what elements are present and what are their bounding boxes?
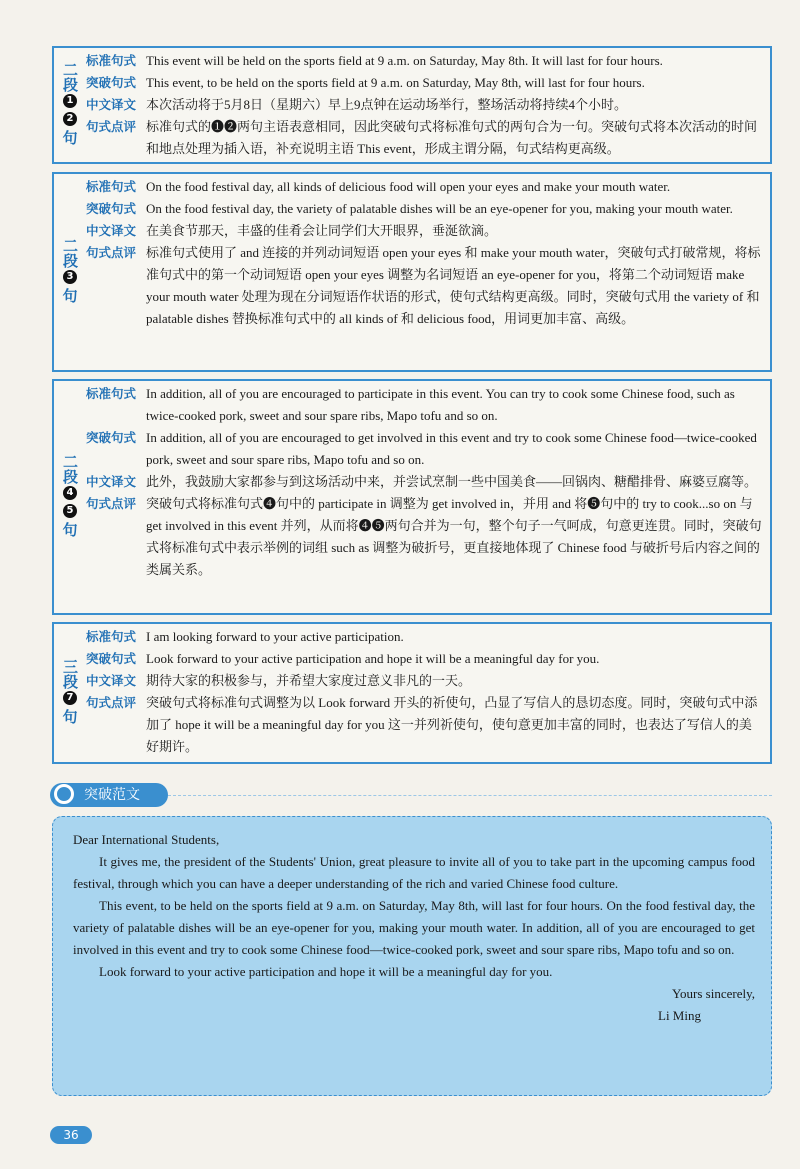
marker-num: 4 xyxy=(63,486,77,500)
row-text: This event will be held on the sports field at 9 a.m. on Saturday, May 8th. It will last for four hours. xyxy=(146,53,663,68)
row-text: On the food festival day, all kinds of delicious food will open your eyes and make your mouth water. xyxy=(146,179,671,194)
essay-paragraph-1: It gives me, the president of the Students' Union, great pleasure to invite all of you to take part in the upcoming campus food festival, through which you can have a deeper understanding of the rich and varied Chinese food culture. xyxy=(73,854,755,891)
row-translation xyxy=(54,471,764,493)
row-text: On the food festival day, the variety of palatable dishes will be an eye-opener for you, making your mouth water. xyxy=(146,201,733,216)
row-comment xyxy=(54,116,764,160)
tag-label: 句式点评 xyxy=(86,119,137,134)
magnifier-icon xyxy=(54,784,74,804)
tag-label: 突破句式 xyxy=(86,201,137,216)
row-text: In addition, all of you are encouraged to get involved in this event and try to cook some Chinese food—twice-cooked pork, sweet and sour spare ribs, Mapo tofu and so on. xyxy=(146,430,757,467)
row-text: 本次活动将于5月8日（星期六）早上9点钟在运动场举行，整场活动将持续4个小时。 xyxy=(146,97,628,112)
tag-label: 句式点评 xyxy=(86,245,137,260)
row-standard xyxy=(54,383,764,427)
marker-post: 句 xyxy=(62,287,78,305)
tag-label: 突破句式 xyxy=(86,651,137,666)
row-text: 在美食节那天，丰盛的佳肴会让同学们大开眼界，垂涎欲滴。 xyxy=(146,223,498,238)
model-essay xyxy=(52,816,772,1096)
row-text: 标准句式使用了 and 连接的并列动词短语 open your eyes 和 make your mouth water，突破句式打破常规，将标准句式中的第一个动词短语 open your eyes 调整为名词短语 an eye-opener for you，将第二个动词短语 make your mouth water 处理为现在分词短语作状语的形式，使句式结构更高级。同时，突破句式用 the variety of 和 palatable dishes 替换标准句式中的 all kinds of 和 delicious food，用词更加丰富、高级。 xyxy=(146,245,761,326)
tag-label: 标准句式 xyxy=(86,179,137,194)
row-standard xyxy=(54,50,764,72)
tag-label: 中文译文 xyxy=(86,474,137,489)
row-translation xyxy=(54,220,764,242)
row-comment xyxy=(54,242,764,330)
row-text: 突破句式将标准句式调整为以 Look forward 开头的祈使句，凸显了写信人的恳切态度。同时，突破句式中添加了 hope it will be a meaningful day for you 这一并列祈使句，使句意更加丰富的同时，也表达了写信人的美好期许。 xyxy=(146,695,758,754)
tag-label: 中文译文 xyxy=(86,97,137,112)
row-text: In addition, all of you are encouraged to participate in this event. You can try to cook some Chinese food, such as twice-cooked pork, sweet and sour spare ribs, Mapo tofu and so on. xyxy=(146,386,735,423)
essay-greeting: Dear International Students, xyxy=(73,832,220,847)
page-number: 36 xyxy=(50,1126,92,1144)
row-breakthrough xyxy=(54,198,764,220)
analysis-box-3 xyxy=(52,379,772,615)
row-text: This event, to be held on the sports field at 9 a.m. on Saturday, May 8th, will last for four hours. xyxy=(146,75,645,90)
divider xyxy=(168,795,772,796)
section-title: 突破范文 xyxy=(84,787,140,803)
row-standard xyxy=(54,176,764,198)
tag-label: 中文译文 xyxy=(86,673,137,688)
marker-pre: 二段 xyxy=(61,454,79,484)
tag-label: 中文译文 xyxy=(86,223,137,238)
row-text: 突破句式将标准句式❹句中的 participate in 调整为 get involved in，并用 and 将❺句中的 try to cook...so on 与 get involved in this event 并列，从而将❹❺两句合并为一句，整个句子一气呵成，句意更连贯。同时，突破句式将标准句式中表示举例的词组 such as 调整为破折号，更直接地体现了 Chinese food 与破折号后内容之间的类属关系。 xyxy=(146,496,762,577)
row-comment xyxy=(54,493,764,581)
row-breakthrough xyxy=(54,427,764,471)
marker-pre: 二段 xyxy=(61,238,79,268)
tag-label: 标准句式 xyxy=(86,386,137,401)
essay-closing: Yours sincerely, xyxy=(671,986,755,1001)
row-translation xyxy=(54,94,764,116)
marker-num: 7 xyxy=(63,691,77,705)
tag-label: 标准句式 xyxy=(86,629,137,644)
marker-post: 句 xyxy=(62,708,78,726)
row-text: 此外，我鼓励大家都参与到这场活动中来，并尝试烹制一些中国美食——回锅肉、糖醋排骨、麻婆豆腐等。 xyxy=(146,474,758,489)
marker-num: 1 xyxy=(63,94,77,108)
marker-num: 3 xyxy=(63,270,77,284)
marker-post: 句 xyxy=(62,521,78,539)
tag-label: 突破句式 xyxy=(86,75,137,90)
row-breakthrough xyxy=(54,648,764,670)
row-text: 期待大家的积极参与，并希望大家度过意义非凡的一天。 xyxy=(146,673,472,688)
row-text: Look forward to your active participation and hope it will be a meaningful day for you. xyxy=(146,651,600,666)
essay-paragraph-2: This event, to be held on the sports field at 9 a.m. on Saturday, May 8th, will last for four hours. On the food festival day, the variety of palatable dishes will be an eye-opener for you, making your mouth water. In addition, all of you are encouraged to get involved in this event and try to cook some Chinese food—twice-cooked pork, sweet and sour spare ribs, Mapo tofu and so on. xyxy=(73,898,755,957)
marker-pre: 三段 xyxy=(61,659,79,689)
row-text: I am looking forward to your active participation. xyxy=(146,629,404,644)
row-breakthrough xyxy=(54,72,764,94)
marker-post: 句 xyxy=(62,129,78,147)
row-text: 标准句式的❶❷两句主语表意相同，因此突破句式将标准句式的两句合为一句。突破句式将本次活动的时间和地点处理为插入语，补充说明主语 This event，形成主谓分隔，句式结构更高级。 xyxy=(146,119,758,156)
essay-paragraph-3: Look forward to your active participation and hope it will be a meaningful day for you. xyxy=(99,964,553,979)
marker-pre: 二段 xyxy=(61,62,79,92)
marker-num: 2 xyxy=(63,112,77,126)
row-standard xyxy=(54,626,764,648)
row-comment xyxy=(54,692,764,758)
tag-label: 句式点评 xyxy=(86,496,137,511)
row-translation xyxy=(54,670,764,692)
tag-label: 标准句式 xyxy=(86,53,137,68)
tag-label: 句式点评 xyxy=(86,695,137,710)
tag-label: 突破句式 xyxy=(86,430,137,445)
marker-num: 5 xyxy=(63,504,77,518)
analysis-box-4 xyxy=(52,622,772,764)
analysis-box-2 xyxy=(52,172,772,372)
essay-signature: Li Ming xyxy=(658,1008,701,1023)
analysis-box-1 xyxy=(52,46,772,164)
section-title-pill xyxy=(50,783,168,807)
